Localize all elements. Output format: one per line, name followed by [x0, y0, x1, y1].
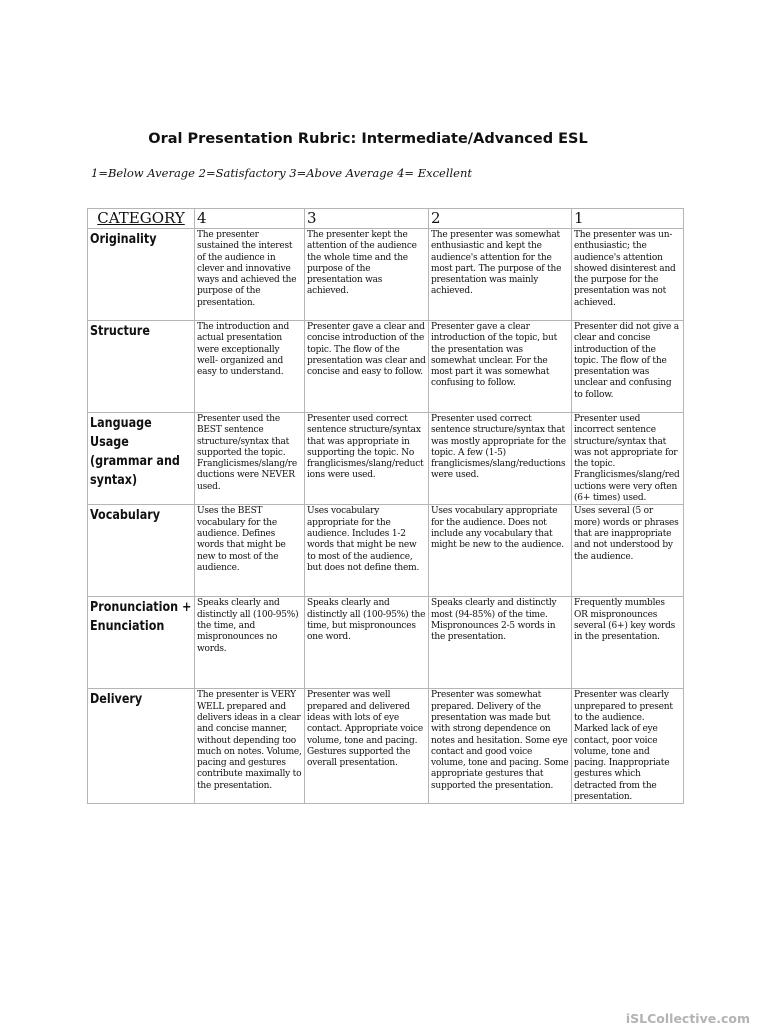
table-row: [88, 597, 684, 689]
criteria-cell: Presenter gave a clear and concise introduction of the topic. The flow of the presentation was clear and concise and easy to follow.: [305, 321, 429, 413]
criteria-cell: The introduction and actual presentation were exceptionally well- organized and easy to understand.: [195, 321, 305, 413]
table-row: [88, 689, 684, 804]
rubric-table: [87, 208, 684, 804]
criteria-cell: The presenter is VERY WELL prepared and delivers ideas in a clear and concise manner, without depending too much on notes. Volume, pacing and gestures contribute maximally to the presentation.: [195, 689, 305, 804]
criteria-cell: Presenter was somewhat prepared. Delivery of the presentation was made but with strong dependence on notes and hesitation. Some eye contact and good voice volume, tone and pacing. Some appropriate gestures that supported the presentation.: [429, 689, 572, 804]
category-cell: [88, 505, 195, 597]
category-cell: [88, 689, 195, 804]
category-delivery: Delivery: [90, 692, 143, 708]
document-title: Oral Presentation Rubric: Intermediate/Advanced ESL: [148, 131, 588, 147]
table-row: [88, 413, 684, 505]
criteria-cell: Presenter used correct sentence structure/syntax that was appropriate in supporting the topic. No franglicismes/slang/reductions were used.: [305, 413, 429, 505]
header-score-3: 3: [305, 209, 429, 229]
category-structure: Structure: [90, 324, 150, 339]
category-vocabulary: Vocabulary: [90, 508, 161, 524]
table-row: [88, 229, 684, 321]
criteria-cell: Speaks clearly and distinctly most (94-85%) of the time. Mispronounces 2-5 words in the presentation.: [429, 597, 572, 689]
category-cell: [88, 321, 195, 413]
category-cell: [88, 229, 195, 321]
category-cell: [88, 597, 195, 689]
criteria-cell: Frequently mumbles OR mispronounces several (6+) key words in the presentation.: [572, 597, 684, 689]
header-score-2: 2: [429, 209, 572, 229]
criteria-cell: Uses the BEST vocabulary for the audience. Defines words that might be new to most of the audience.: [195, 505, 305, 597]
criteria-cell: The presenter sustained the interest of the audience in clever and innovative ways and achieved the purpose of the presentation.: [195, 229, 305, 321]
category-pronunciation: Pronunciation + Enunciation: [90, 600, 192, 635]
criteria-cell: Presenter was clearly unprepared to present to the audience. Marked lack of eye contact, poor voice volume, tone and pacing. Inappropriate gestures which detracted from the presentation.: [572, 689, 684, 804]
criteria-cell: Presenter was well prepared and delivered ideas with lots of eye contact. Appropriate voice volume, tone and pacing. Gestures supported the overall presentation.: [305, 689, 429, 804]
table-row: [88, 321, 684, 413]
category-language-usage: Language Usage (grammar and syntax): [90, 416, 180, 488]
rating-scale: 1=Below Average 2=Satisfactory 3=Above Average 4= Excellent: [91, 166, 473, 180]
criteria-cell: Presenter did not give a clear and concise introduction of the topic. The flow of the presentation was unclear and confusing to follow.: [572, 321, 684, 413]
criteria-cell: The presenter was somewhat enthusiastic and kept the audience's attention for the most part. The purpose of the presentation was mainly achieved.: [429, 229, 572, 321]
header-category: CATEGORY: [88, 209, 195, 229]
category-originality: Originality: [90, 232, 157, 247]
table-row: [88, 505, 684, 597]
criteria-cell: Presenter gave a clear introduction of the topic, but the presentation was somewhat unclear. For the most part it was somewhat confusing to follow.: [429, 321, 572, 413]
header-score-1: 1: [572, 209, 684, 229]
header-score-4: 4: [195, 209, 305, 229]
site-watermark: iSLCollective.com: [625, 1011, 750, 1026]
criteria-cell: Uses vocabulary appropriate for the audience. Does not include any vocabulary that might be new to the audience.: [429, 505, 572, 597]
criteria-cell: Presenter used correct sentence structure/syntax that was mostly appropriate for the topic. A few (1-5) franglicismes/slang/reductions were used.: [429, 413, 572, 505]
criteria-cell: Speaks clearly and distinctly all (100-95%) the time, but mispronounces one word.: [305, 597, 429, 689]
category-cell: [88, 413, 195, 505]
criteria-cell: The presenter kept the attention of the audience the whole time and the purpose of the presentation was achieved.: [305, 229, 429, 321]
table-header-row: [88, 209, 684, 229]
criteria-cell: Uses several (5 or more) words or phrases that are inappropriate and not understood by the audience.: [572, 505, 684, 597]
criteria-cell: Speaks clearly and distinctly all (100-95%) the time, and mispronounces no words.: [195, 597, 305, 689]
criteria-cell: Presenter used the BEST sentence structure/syntax that supported the topic. Franglicismes/slang/reductions were NEVER used.: [195, 413, 305, 505]
criteria-cell: Uses vocabulary appropriate for the audience. Includes 1-2 words that might be new to most of the audience, but does not define them.: [305, 505, 429, 597]
criteria-cell: Presenter used incorrect sentence structure/syntax that was not appropriate for the topic. Franglicismes/slang/reductions were very often (6+ times) used.: [572, 413, 684, 505]
criteria-cell: The presenter was un-enthusiastic; the audience's attention showed disinterest and the purpose for the presentation was not achieved.: [572, 229, 684, 321]
